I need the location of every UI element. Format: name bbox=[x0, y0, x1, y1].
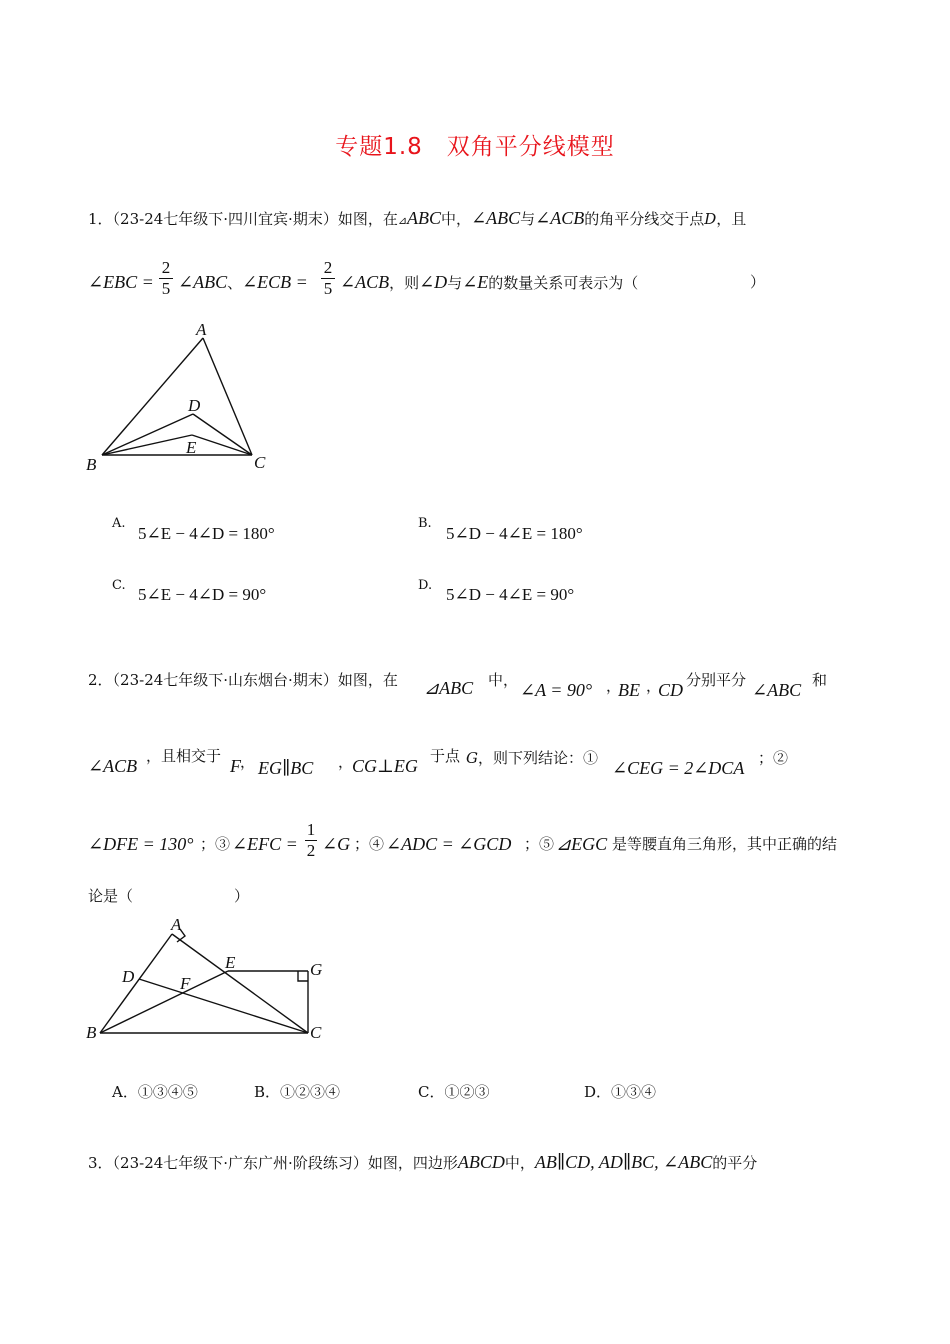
label-a: A bbox=[171, 915, 182, 934]
q2-be-text: BE bbox=[618, 680, 640, 700]
q2-cgeg bbox=[352, 756, 418, 777]
q1-line2a bbox=[88, 272, 154, 293]
q1-zhong: 中， bbox=[441, 210, 472, 228]
page-title: 专题1.8 双角平分线模型 bbox=[335, 134, 615, 160]
q2-cg-perp-eg: CG⊥EG bbox=[352, 756, 418, 776]
q2-adc bbox=[386, 834, 511, 855]
q2-angacb bbox=[88, 756, 137, 777]
q1-number: 1． bbox=[88, 210, 113, 228]
q1-acb2: ∠ACB bbox=[340, 272, 390, 292]
option-label: D． bbox=[584, 1083, 612, 1101]
q2-ceg-text: ∠CEG = 2∠DCA bbox=[612, 758, 745, 778]
label-f: F bbox=[180, 974, 191, 993]
q1-option-c[interactable] bbox=[112, 574, 126, 596]
q3-zhong: 中， bbox=[504, 1154, 535, 1172]
frac-num: 1 bbox=[306, 820, 316, 839]
q1-angle-d: ∠D bbox=[419, 272, 448, 292]
label-b: B bbox=[86, 455, 97, 474]
q2-be bbox=[618, 680, 640, 701]
q2-figure bbox=[80, 912, 340, 1052]
q1-abc2: ∠ABC bbox=[178, 272, 228, 292]
option-label: D. bbox=[418, 578, 433, 593]
q2-cd bbox=[658, 680, 683, 701]
q2-comma3: ， bbox=[240, 753, 256, 771]
frac-num: 2 bbox=[161, 258, 171, 277]
q3-source: （23-24七年级下·广东广州·阶段练习）如图，四边形 bbox=[112, 1154, 458, 1172]
q1-option-a[interactable] bbox=[112, 512, 126, 534]
option-text: ①③④⑤ bbox=[137, 1083, 198, 1101]
q2-angle-abc: ∠ABC bbox=[752, 680, 802, 700]
q1-line2b bbox=[178, 272, 308, 293]
q1-abc: ABC bbox=[407, 208, 442, 228]
q2-eg-parallel-bc: EG∥BC bbox=[258, 758, 314, 778]
segment-cd bbox=[139, 979, 308, 1033]
frac-den: 2 bbox=[306, 841, 316, 860]
option-label: A． bbox=[112, 1083, 138, 1101]
q1-close: ） bbox=[750, 273, 766, 291]
fraction-2-5-b bbox=[320, 258, 336, 299]
q1-option-d[interactable] bbox=[418, 574, 432, 596]
q2-close: ） bbox=[234, 887, 250, 905]
q2-g-conclude bbox=[466, 748, 598, 768]
q1-angle-abc: ∠ABC bbox=[471, 208, 521, 228]
q2-comma4: ， bbox=[338, 753, 354, 771]
fraction-1-2 bbox=[304, 820, 318, 861]
q2-adc-text: ∠ADC = ∠GCD bbox=[386, 834, 512, 854]
q2-number: 2． bbox=[88, 671, 113, 689]
q1-dun: 、 bbox=[227, 274, 243, 292]
q2-angle-acb: ∠ACB bbox=[88, 756, 138, 776]
option-label: C. bbox=[112, 578, 126, 593]
option-text: ①②③④ bbox=[280, 1083, 341, 1101]
q2-dfe-text: ∠DFE = 130° bbox=[88, 834, 194, 854]
q2-line4 bbox=[88, 886, 133, 906]
q1-angle-e: ∠E bbox=[462, 272, 489, 292]
label-g: G bbox=[310, 960, 323, 979]
segment-be bbox=[102, 435, 192, 455]
q1-source: （23-24七年级下·四川宜宾·期末）如图，在 bbox=[112, 210, 398, 228]
q2-source: （23-24七年级下·山东烟台·期末）如图，在 bbox=[112, 671, 398, 689]
q1-line2c bbox=[340, 272, 638, 293]
frac-num: 2 bbox=[323, 258, 333, 277]
q2-line4-text: 论是（ bbox=[88, 887, 134, 905]
q3-line1 bbox=[88, 1152, 757, 1173]
option-label: B． bbox=[254, 1083, 281, 1101]
q2-angle-g: ∠G bbox=[322, 834, 351, 854]
q2-c5rest: 是等腰直角三角形，其中正确的结 bbox=[612, 835, 838, 853]
label-c: C bbox=[310, 1023, 322, 1042]
q1-option-d-text bbox=[446, 585, 574, 605]
q1-line1 bbox=[88, 208, 746, 231]
option-text: ①②③ bbox=[444, 1083, 490, 1101]
label-e: E bbox=[225, 953, 236, 972]
option-text: 5∠D − 4∠E = 180° bbox=[446, 524, 583, 543]
q1-angle-acb: ∠ACB bbox=[535, 208, 585, 228]
option-text: 5∠E − 4∠D = 90° bbox=[138, 585, 267, 604]
option-text: ①③④ bbox=[611, 1083, 657, 1101]
q2-angle-a90: ∠A = 90° bbox=[520, 680, 593, 700]
option-label: B. bbox=[418, 516, 432, 531]
q2-line1a bbox=[88, 670, 398, 690]
q2-efc bbox=[232, 834, 298, 855]
segment-bd bbox=[102, 414, 193, 455]
q2-cd-text: CD bbox=[658, 680, 684, 700]
q1-option-a-text bbox=[138, 524, 275, 544]
segment-ec bbox=[192, 435, 252, 455]
q1-ask: 的数量关系可表示为（ bbox=[488, 274, 639, 292]
q2-option-a[interactable] bbox=[112, 1082, 198, 1102]
q1-option-b[interactable] bbox=[418, 512, 432, 534]
label-d: D bbox=[122, 967, 135, 986]
q2-xiangjiao: ，且相交于 bbox=[146, 747, 222, 765]
q1-point-d: D bbox=[704, 210, 717, 228]
q2-dfe bbox=[88, 834, 193, 855]
label-b: B bbox=[86, 1023, 97, 1042]
q2-triangle-egc: ⊿EGC bbox=[556, 834, 608, 854]
fraction-2-5-a bbox=[158, 258, 174, 299]
q2-c3: ；③ bbox=[200, 835, 231, 853]
option-text: 5∠E − 4∠D = 180° bbox=[138, 524, 275, 543]
q3-abcd: ABCD bbox=[457, 1152, 505, 1172]
option-text: 5∠D − 4∠E = 90° bbox=[446, 585, 575, 604]
label-e: E bbox=[186, 438, 197, 457]
q3-rest: 的平分 bbox=[712, 1154, 758, 1172]
q2-g-ang bbox=[322, 834, 350, 855]
q2-conclude: ，则下列结论：① bbox=[477, 749, 598, 767]
label-c: C bbox=[254, 453, 266, 472]
q1-rest1: 的角平分线交于点 bbox=[584, 210, 705, 228]
q3-conditions: AB∥CD, AD∥BC, ∠ABC bbox=[534, 1152, 713, 1172]
q2-he: 和 bbox=[812, 671, 828, 689]
q3-number: 3． bbox=[88, 1154, 113, 1172]
q1-yu2: 与 bbox=[447, 274, 463, 292]
q2-abc bbox=[424, 678, 473, 699]
q2-efc-text: ∠EFC = bbox=[232, 834, 298, 854]
q1-yu: 与 bbox=[520, 210, 536, 228]
q2-yudian-text: 于点 bbox=[430, 747, 461, 765]
frac-den: 5 bbox=[323, 279, 333, 298]
q1-ze: ，则 bbox=[389, 274, 420, 292]
q2-c5: ；⑤ bbox=[524, 835, 555, 853]
q2-c4: ；④ bbox=[354, 835, 385, 853]
q1-qie: ，且 bbox=[716, 210, 747, 228]
q1-ecb: ∠ECB = bbox=[242, 272, 308, 292]
q1-option-c-text bbox=[138, 585, 266, 605]
q2-point-g: G bbox=[466, 749, 478, 767]
q2-ceg bbox=[612, 758, 744, 779]
q2-option-b[interactable] bbox=[254, 1082, 340, 1102]
q1-figure bbox=[80, 318, 290, 478]
q2-egc bbox=[556, 834, 607, 855]
option-label: A. bbox=[112, 516, 126, 531]
q2-option-c[interactable] bbox=[418, 1082, 490, 1102]
q2-zhong: 中， bbox=[488, 671, 519, 689]
q2-angabc bbox=[752, 680, 801, 701]
q2-fenbie: 分别平分 bbox=[686, 671, 747, 689]
q2-point-f: F bbox=[230, 756, 241, 776]
frac-den: 5 bbox=[161, 279, 171, 298]
q2-option-d[interactable] bbox=[584, 1082, 656, 1102]
q2-egbc bbox=[258, 758, 313, 779]
q2-comma1: ， bbox=[606, 677, 622, 695]
right-angle-mark-g bbox=[298, 971, 308, 981]
option-label: C． bbox=[418, 1083, 445, 1101]
label-a: A bbox=[196, 320, 207, 339]
q2-a90 bbox=[520, 680, 592, 701]
q2-triangle-abc: ⊿ABC bbox=[424, 678, 474, 698]
q1-option-b-text bbox=[446, 524, 583, 544]
q1-ebc: ∠EBC = bbox=[88, 272, 154, 292]
edge-ac bbox=[172, 934, 308, 1033]
triangle-symbol: ⊿ bbox=[397, 214, 408, 227]
q2-comma2: ， bbox=[646, 677, 662, 695]
q2-yudian bbox=[430, 746, 460, 766]
edge-ab bbox=[100, 934, 172, 1033]
label-d: D bbox=[188, 396, 201, 415]
q2-c2: ；② bbox=[758, 749, 789, 767]
